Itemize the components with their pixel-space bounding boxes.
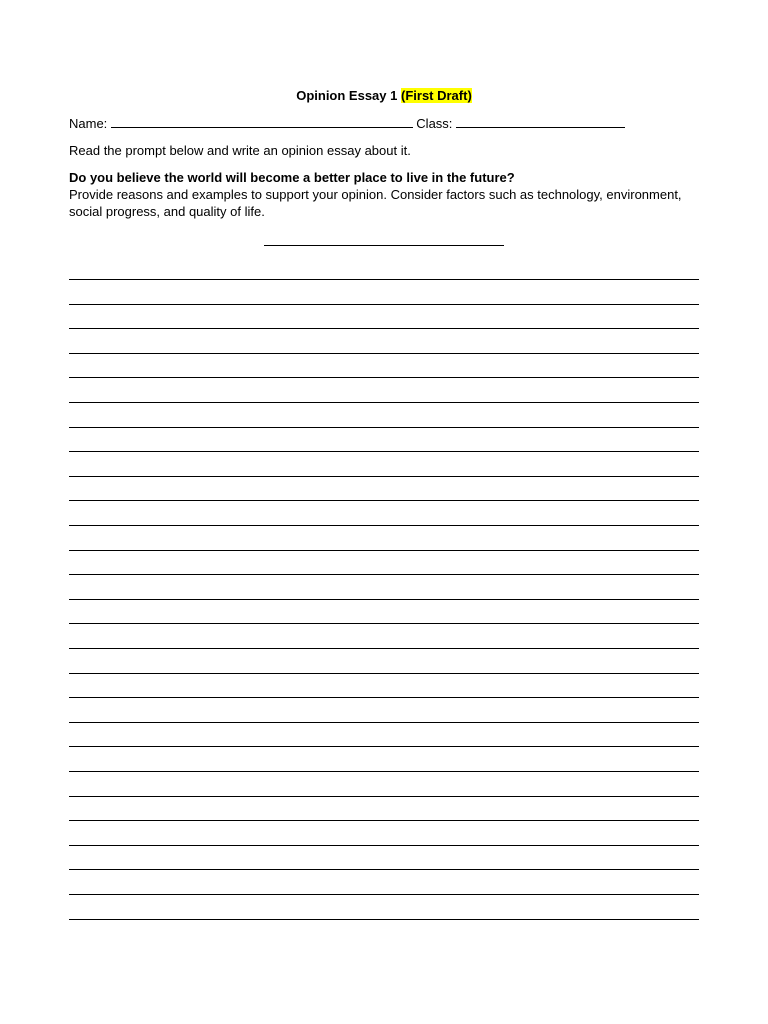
essay-question: Do you believe the world will become a better place to live in the future? [69,170,515,185]
writing-line[interactable] [69,279,699,280]
writing-line[interactable] [69,697,699,698]
class-label: Class: [416,116,453,131]
name-blank[interactable] [111,115,413,128]
writing-line[interactable] [69,328,699,329]
writing-line[interactable] [69,550,699,551]
writing-line[interactable] [69,820,699,821]
title-highlight: (First Draft) [401,88,472,103]
writing-line[interactable] [69,427,699,428]
writing-line[interactable] [69,894,699,895]
class-blank[interactable] [456,115,625,128]
writing-line[interactable] [69,722,699,723]
page-title [0,87,768,105]
writing-lines-area[interactable] [69,279,699,919]
writing-line[interactable] [69,845,699,846]
writing-line[interactable] [69,500,699,501]
writing-line[interactable] [69,377,699,378]
writing-line[interactable] [69,796,699,797]
writing-line[interactable] [69,402,699,403]
writing-line[interactable] [69,648,699,649]
essay-prompt: Provide reasons and examples to support your opinion. Consider factors such as technology, environment, social progress, and quality of life. [69,187,682,219]
writing-line[interactable] [69,574,699,575]
writing-line[interactable] [69,919,699,920]
writing-line[interactable] [69,476,699,477]
writing-line[interactable] [69,746,699,747]
writing-line[interactable] [69,623,699,624]
name-label: Name: [69,116,108,131]
writing-line[interactable] [69,304,699,305]
writing-line[interactable] [69,353,699,354]
writing-line[interactable] [69,771,699,772]
writing-line[interactable] [69,673,699,674]
title-text: Opinion Essay 1 [296,88,398,103]
essay-title-blank[interactable] [264,245,504,246]
writing-line[interactable] [69,451,699,452]
instruction-text: Read the prompt below and write an opinion essay about it. [69,143,411,158]
name-class-row [69,115,625,133]
writing-line[interactable] [69,525,699,526]
writing-line[interactable] [69,869,699,870]
writing-line[interactable] [69,599,699,600]
